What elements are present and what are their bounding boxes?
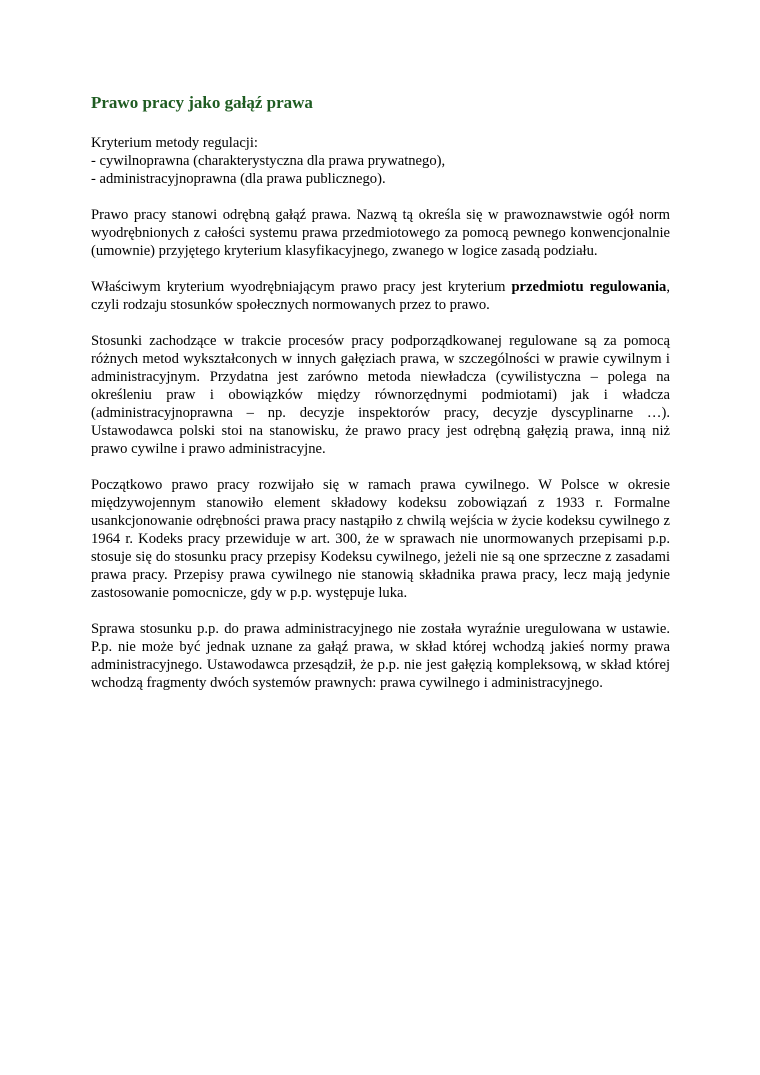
paragraph-criterion-after: , czyli rodzaju stosunków społecznych normowanych przez to prawo. — [91, 279, 670, 313]
paragraph-criterion-before: Właściwym kryterium wyodrębniającym prawo pracy jest kryterium — [91, 279, 512, 295]
document-page — [91, 92, 670, 710]
criteria-item-administrative: - administracyjnoprawna (dla prawa publicznego). — [91, 171, 386, 187]
paragraph-history: Początkowo prawo pracy rozwijało się w ramach prawa cywilnego. W Polsce w okresie międzywojennym stanowiło element składowy kodeksu zobowiązań z 1933 r. Formalne usankcjonowanie odrębności prawa pracy nastąpiło z chwilą wejścia w życie kodeksu cywilnego z 1964 r. Kodeks pracy przewiduje w art. 300, że w sprawach nie unormowanych przepisami p.p. stosuje się do stosunku pracy przepisy Kodeksu cywilnego, jeżeli nie są one sprzeczne z zasadami prawa pracy. Przepisy prawa cywilnego nie stanowią składnika prawa pracy, lecz mają jedynie zastosowanie pomocnicze, gdy w p.p. występuje luka. — [91, 477, 670, 601]
paragraph-definition: Prawo pracy stanowi odrębną gałąź prawa. Nazwą tą określa się w prawoznawstwie ogół norm wyodrębnionych z całości systemu prawa przedmiotowego za pomocą pewnego konwencjonalnie (umownie) przyjętego kryterium klasyfikacyjnego, zwanego w logice zasadą podziału. — [91, 207, 670, 259]
paragraph-administrative: Sprawa stosunku p.p. do prawa administracyjnego nie została wyraźnie uregulowana w ustawie. P.p. nie może być jednak uznane za gałąź prawa, w skład której wchodzą jakieś normy prawa administracyjnego. Ustawodawca przesądził, że p.p. nie jest gałęzią kompleksową, w skład której wchodzą fragmenty dwóch systemów prawnych: prawa cywilnego i administracyjnego. — [91, 621, 670, 691]
criteria-item-civil: - cywilnoprawna (charakterystyczna dla prawa prywatnego), — [91, 153, 446, 169]
criteria-list — [91, 134, 670, 188]
document-title: Prawo pracy jako gałąź prawa — [91, 93, 313, 112]
paragraph-criterion — [91, 278, 670, 314]
paragraph-methods: Stosunki zachodzące w trakcie procesów pracy podporządkowanej regulowane są za pomocą różnych metod wykształconych w innych gałęziach prawa, w szczególności w prawie cywilnym i administracyjnym. Przydatna jest zarówno metoda niewładcza (cywilistyczna – polega na określeniu praw i obowiązków między równorzędnymi podmiotami) jak i władcza (administracyjnoprawna – np. decyzje inspektorów pracy, decyzje dyscyplinarne …). Ustawodawca polski stoi na stanowisku, że prawo pracy jest odrębną gałęzią prawa, inną niż prawo cywilne i prawo administracyjne. — [91, 333, 670, 457]
criteria-heading: Kryterium metody regulacji: — [91, 135, 258, 151]
paragraph-criterion-bold: przedmiotu regulowania — [511, 279, 667, 295]
